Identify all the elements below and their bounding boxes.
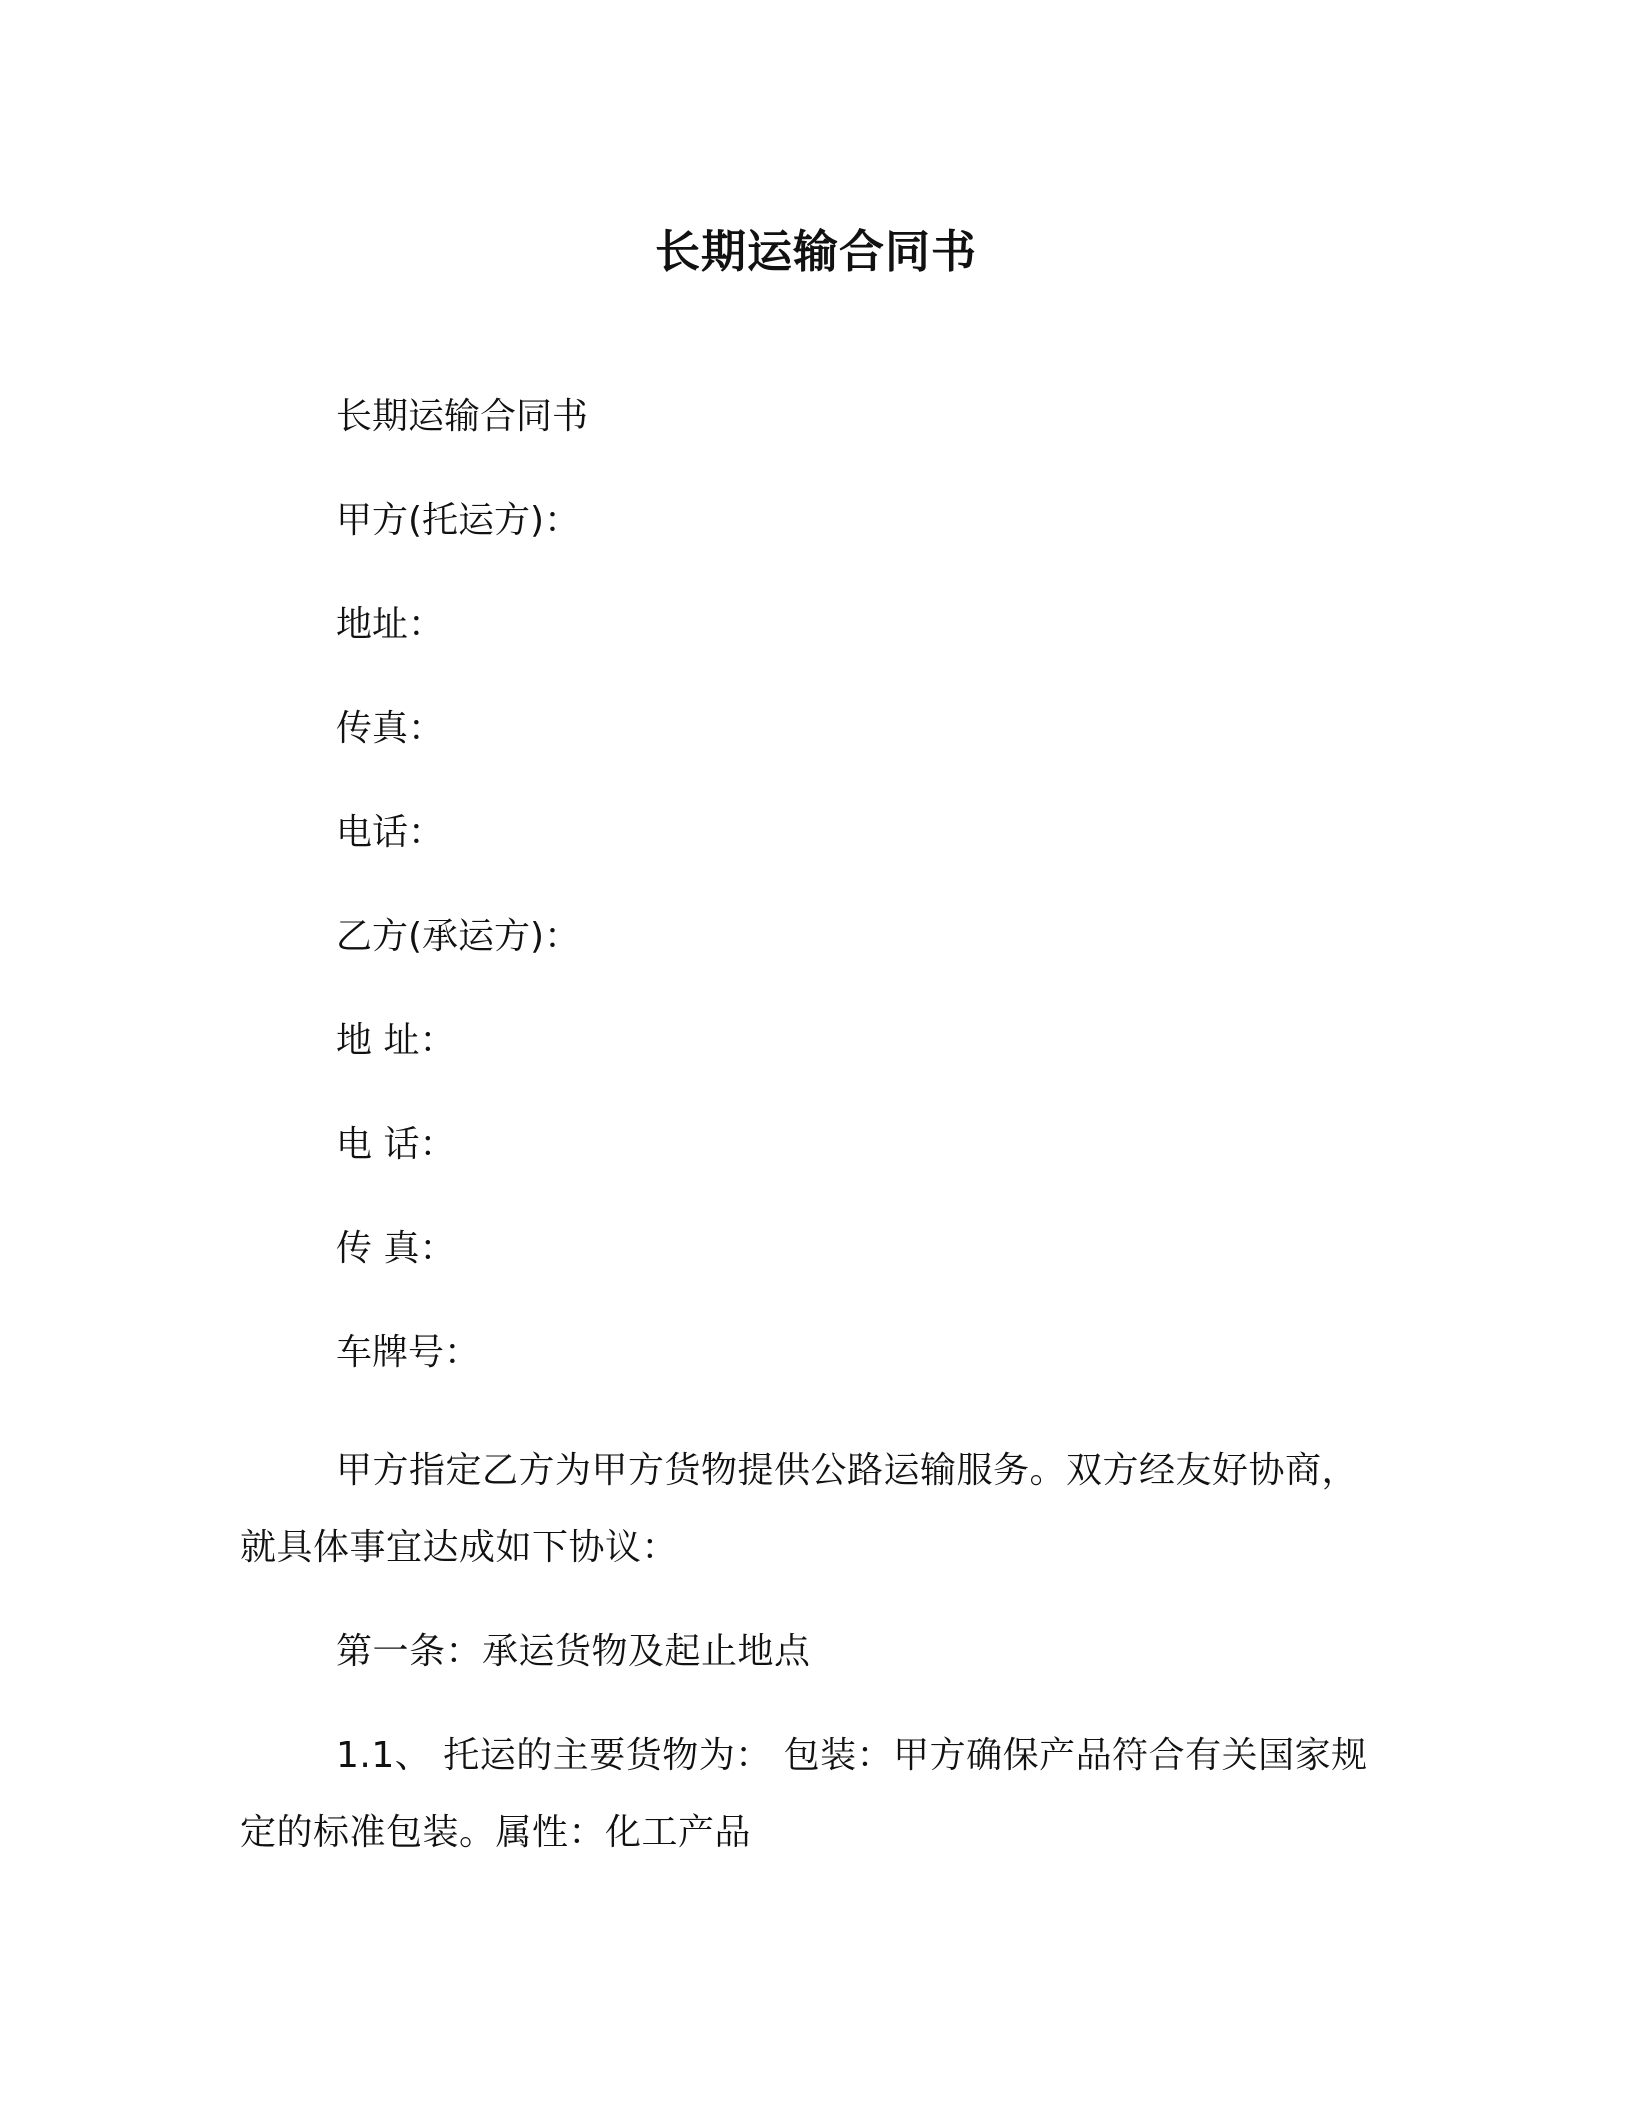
party-a-phone-label: 电话： xyxy=(336,812,445,853)
party-b-plate-label: 车牌号： xyxy=(336,1332,481,1373)
party-a-label: 甲方(托运方)： xyxy=(336,500,581,541)
party-a-fax-label: 传真： xyxy=(336,708,445,749)
document-body xyxy=(240,392,1380,1898)
party-b-label: 乙方(承运方)： xyxy=(336,916,581,957)
document-subtitle: 长期运输合同书 xyxy=(336,396,589,437)
article-1-heading: 第一条：承运货物及起止地点 xyxy=(336,1631,811,1672)
clause-1-1: 1.1、 托运的主要货物为： 包装：甲方确保产品符合有关国家规定的标准包装。属性：化工产品 xyxy=(240,1735,1368,1853)
party-b-fax-label: 传 真： xyxy=(336,1228,456,1269)
party-b-phone-label: 电 话： xyxy=(336,1124,456,1165)
party-a-address-label: 地址： xyxy=(336,604,445,645)
party-b-address-label: 地 址： xyxy=(336,1020,456,1061)
intro-paragraph: 甲方指定乙方为甲方货物提供公路运输服务。双方经友好协商，就具体事宜达成如下协议： xyxy=(240,1450,1359,1568)
document-title: 长期运输合同书 xyxy=(654,225,977,278)
